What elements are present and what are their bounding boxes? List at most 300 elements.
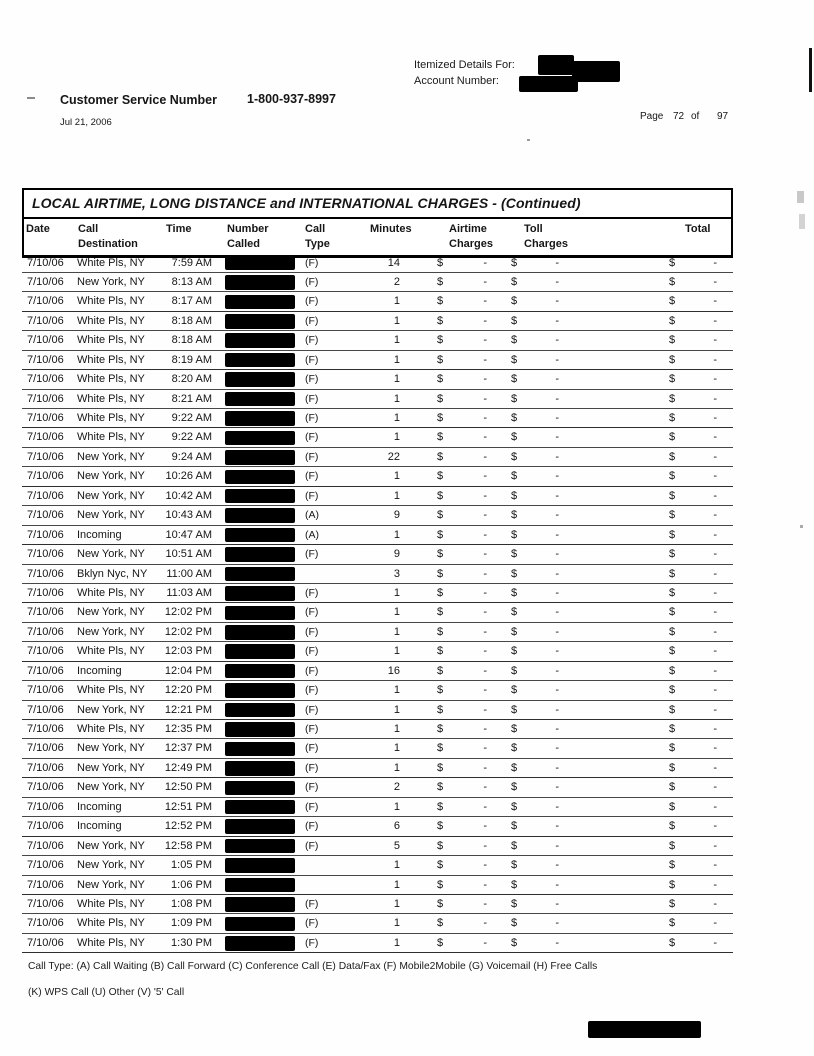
cell-total [669, 584, 717, 603]
scan-artifact-dash [797, 191, 804, 203]
cell-airtime-charges [437, 701, 487, 720]
cell-airtime-charges [437, 720, 487, 739]
cell-call-destination: New York, NY [77, 509, 145, 522]
itemized-details-label: Itemized Details For: [414, 59, 515, 71]
cell-call-destination: White Pls, NY [77, 353, 145, 366]
toll-amount: - [555, 567, 559, 580]
table-row [22, 623, 733, 642]
currency-symbol: $ [511, 256, 518, 269]
toll-amount: - [555, 859, 559, 872]
airtime-amount: - [483, 373, 487, 386]
cell-total [669, 526, 717, 545]
cell-minutes: 1 [393, 528, 400, 541]
cell-toll-charges [511, 428, 559, 447]
table-row [22, 487, 733, 506]
cell-total [669, 701, 717, 720]
cell-total [669, 487, 717, 506]
scan-artifact-tick [27, 97, 35, 99]
currency-symbol: $ [511, 839, 518, 852]
cell-airtime-charges [437, 254, 487, 273]
airtime-amount: - [483, 839, 487, 852]
cell-toll-charges [511, 448, 559, 467]
cell-time: 12:02 PM [164, 606, 212, 619]
cell-call-type: (F) [305, 723, 319, 735]
table-row [22, 292, 733, 311]
currency-symbol: $ [437, 256, 444, 269]
total-amount: - [713, 742, 717, 755]
cell-total [669, 409, 717, 428]
cell-call-destination: White Pls, NY [77, 684, 145, 697]
total-amount: - [713, 489, 717, 502]
account-number-label: Account Number: [414, 75, 499, 87]
cell-call-type: (F) [305, 703, 319, 716]
airtime-amount: - [483, 314, 487, 327]
airtime-amount: - [483, 548, 487, 561]
cell-airtime-charges [437, 273, 487, 292]
cell-time: 1:30 PM [171, 936, 212, 949]
currency-symbol: $ [437, 723, 444, 735]
redaction-bar-bottom [588, 1021, 701, 1038]
cell-date: 7/10/06 [27, 314, 64, 327]
table-row [22, 876, 733, 895]
cell-toll-charges [511, 331, 559, 350]
toll-amount: - [555, 470, 559, 483]
cell-call-type: (F) [305, 917, 319, 930]
currency-symbol: $ [669, 256, 676, 269]
toll-amount: - [555, 392, 559, 405]
cell-call-destination: White Pls, NY [77, 936, 145, 949]
table-row [22, 545, 733, 564]
airtime-amount: - [483, 684, 487, 697]
total-amount: - [713, 450, 717, 463]
redaction-bar-number-called [225, 256, 295, 271]
airtime-amount: - [483, 878, 487, 891]
currency-symbol: $ [669, 373, 676, 386]
cell-date: 7/10/06 [27, 295, 64, 308]
redaction-bar-number-called [225, 917, 295, 932]
toll-amount: - [555, 548, 559, 561]
redaction-bar-number-called [225, 431, 295, 446]
cell-time: 12:02 PM [164, 625, 212, 638]
currency-symbol: $ [669, 275, 676, 288]
redaction-bar-account [519, 76, 578, 92]
cell-call-destination: New York, NY [77, 275, 145, 288]
cell-call-destination: White Pls, NY [77, 431, 145, 444]
currency-symbol: $ [669, 567, 676, 580]
redaction-bar-number-called [225, 547, 295, 562]
cell-airtime-charges [437, 603, 487, 622]
redaction-bar-number-called [225, 897, 295, 912]
toll-amount: - [555, 606, 559, 619]
cell-call-destination: New York, NY [77, 606, 145, 619]
col-header-number-called: Number Called [227, 223, 269, 250]
cell-call-destination: White Pls, NY [77, 412, 145, 424]
toll-amount: - [555, 897, 559, 910]
cell-airtime-charges [437, 409, 487, 428]
toll-amount: - [555, 703, 559, 716]
cell-call-type: (F) [305, 392, 319, 405]
cell-toll-charges [511, 370, 559, 389]
currency-symbol: $ [437, 839, 444, 852]
currency-symbol: $ [511, 470, 518, 483]
table-column-headers [24, 219, 731, 256]
statement-date: Jul 21, 2006 [60, 117, 112, 128]
col-header-date: Date [26, 223, 50, 235]
cell-minutes: 1 [393, 878, 400, 891]
cell-date: 7/10/06 [27, 878, 64, 891]
redaction-bar-number-called [225, 586, 295, 601]
total-amount: - [713, 781, 717, 794]
cell-call-destination: New York, NY [77, 742, 145, 755]
cell-toll-charges [511, 545, 559, 564]
table-row [22, 720, 733, 739]
cell-date: 7/10/06 [27, 684, 64, 697]
cell-date: 7/10/06 [27, 373, 64, 386]
cell-minutes: 9 [393, 548, 400, 561]
toll-amount: - [555, 917, 559, 930]
toll-amount: - [555, 256, 559, 269]
cell-total [669, 254, 717, 273]
redaction-bar-number-called [225, 819, 295, 834]
cell-minutes: 1 [393, 489, 400, 502]
table-row [22, 312, 733, 331]
cell-time: 12:49 PM [164, 761, 212, 774]
currency-symbol: $ [669, 606, 676, 619]
cell-airtime-charges [437, 739, 487, 758]
cell-call-type: (F) [305, 548, 319, 561]
table-row [22, 409, 733, 428]
total-amount: - [713, 859, 717, 872]
cell-call-type: (F) [305, 256, 319, 269]
cell-toll-charges [511, 642, 559, 661]
cell-date: 7/10/06 [27, 470, 64, 483]
cell-toll-charges [511, 876, 559, 895]
currency-symbol: $ [669, 450, 676, 463]
toll-amount: - [555, 412, 559, 424]
toll-amount: - [555, 295, 559, 308]
airtime-amount: - [483, 528, 487, 541]
redaction-bar-number-called [225, 722, 295, 737]
airtime-amount: - [483, 664, 487, 677]
cell-minutes: 5 [393, 839, 400, 852]
cell-minutes: 2 [393, 275, 400, 288]
cell-time: 12:50 PM [164, 781, 212, 794]
cell-time: 10:42 AM [165, 489, 212, 502]
redaction-bar-number-called [225, 314, 295, 329]
redaction-bar-number-called [225, 606, 295, 621]
cell-toll-charges [511, 662, 559, 681]
cell-call-destination: New York, NY [77, 878, 145, 891]
redaction-bar-number-called [225, 489, 295, 504]
currency-symbol: $ [437, 645, 444, 658]
cell-airtime-charges [437, 351, 487, 370]
cell-minutes: 1 [393, 470, 400, 483]
cell-call-type: (F) [305, 625, 319, 638]
currency-symbol: $ [437, 548, 444, 561]
total-amount: - [713, 353, 717, 366]
cell-airtime-charges [437, 914, 487, 933]
cell-total [669, 681, 717, 700]
cell-toll-charges [511, 720, 559, 739]
cell-time: 1:06 PM [171, 878, 212, 891]
cell-date: 7/10/06 [27, 645, 64, 658]
currency-symbol: $ [437, 684, 444, 697]
cell-date: 7/10/06 [27, 412, 64, 424]
cell-minutes: 1 [393, 606, 400, 619]
currency-symbol: $ [669, 878, 676, 891]
currency-symbol: $ [437, 295, 444, 308]
cell-minutes: 1 [393, 295, 400, 308]
currency-symbol: $ [669, 917, 676, 930]
scan-artifact-dash [799, 214, 805, 229]
total-amount: - [713, 334, 717, 347]
call-type-legend-line2: (K) WPS Call (U) Other (V) '5' Call [28, 987, 185, 998]
cell-time: 9:22 AM [171, 431, 212, 444]
cell-total [669, 739, 717, 758]
cell-toll-charges [511, 292, 559, 311]
airtime-amount: - [483, 820, 487, 833]
currency-symbol: $ [437, 820, 444, 833]
total-amount: - [713, 839, 717, 852]
cell-airtime-charges [437, 817, 487, 836]
currency-symbol: $ [511, 684, 518, 697]
currency-symbol: $ [511, 334, 518, 347]
cell-toll-charges [511, 837, 559, 856]
currency-symbol: $ [669, 820, 676, 833]
currency-symbol: $ [669, 353, 676, 366]
currency-symbol: $ [511, 412, 518, 424]
redaction-bar-number-called [225, 528, 295, 543]
cell-call-type: (F) [305, 431, 319, 444]
cell-minutes: 6 [393, 820, 400, 833]
cell-date: 7/10/06 [27, 859, 64, 872]
toll-amount: - [555, 645, 559, 658]
toll-amount: - [555, 275, 559, 288]
cell-toll-charges [511, 623, 559, 642]
cell-airtime-charges [437, 428, 487, 447]
currency-symbol: $ [437, 800, 444, 813]
table-row [22, 370, 733, 389]
currency-symbol: $ [511, 859, 518, 872]
total-amount: - [713, 412, 717, 424]
cell-date: 7/10/06 [27, 392, 64, 405]
currency-symbol: $ [511, 703, 518, 716]
cell-call-type: (F) [305, 606, 319, 619]
currency-symbol: $ [669, 703, 676, 716]
toll-amount: - [555, 664, 559, 677]
total-amount: - [713, 878, 717, 891]
toll-amount: - [555, 723, 559, 735]
cell-call-destination: White Pls, NY [77, 314, 145, 327]
toll-amount: - [555, 878, 559, 891]
currency-symbol: $ [437, 314, 444, 327]
cell-call-destination: White Pls, NY [77, 897, 145, 910]
currency-symbol: $ [669, 761, 676, 774]
cell-time: 10:26 AM [165, 470, 212, 483]
currency-symbol: $ [511, 664, 518, 677]
table-row [22, 254, 733, 273]
currency-symbol: $ [511, 936, 518, 949]
cell-time: 8:13 AM [171, 275, 212, 288]
redaction-bar-number-called [225, 411, 295, 426]
cell-call-type: (F) [305, 295, 319, 308]
currency-symbol: $ [669, 897, 676, 910]
currency-symbol: $ [437, 936, 444, 949]
cell-total [669, 914, 717, 933]
cell-time: 1:05 PM [171, 859, 212, 872]
cell-time: 12:20 PM [164, 684, 212, 697]
table-row [22, 681, 733, 700]
currency-symbol: $ [437, 664, 444, 677]
table-row [22, 914, 733, 933]
cell-airtime-charges [437, 623, 487, 642]
cell-airtime-charges [437, 856, 487, 875]
total-amount: - [713, 567, 717, 580]
call-type-legend-line1: Call Type: (A) Call Waiting (B) Call Forward (C) Conference Call (E) Data/Fax (F) Mobile2Mobile (G) Voicemail (H) Free Calls [28, 961, 598, 972]
cell-call-type: (F) [305, 820, 319, 833]
cell-airtime-charges [437, 759, 487, 778]
currency-symbol: $ [669, 645, 676, 658]
toll-amount: - [555, 450, 559, 463]
table-row [22, 798, 733, 817]
cell-date: 7/10/06 [27, 275, 64, 288]
currency-symbol: $ [437, 489, 444, 502]
total-amount: - [713, 645, 717, 658]
cell-minutes: 1 [393, 392, 400, 405]
table-title: LOCAL AIRTIME, LONG DISTANCE and INTERNATIONAL CHARGES - (Continued) [32, 195, 581, 211]
redaction-bar-number-called [225, 936, 295, 951]
cell-minutes: 1 [393, 723, 400, 735]
cell-call-destination: White Pls, NY [77, 917, 145, 930]
cell-date: 7/10/06 [27, 509, 64, 522]
cell-minutes: 1 [393, 800, 400, 813]
cell-total [669, 934, 717, 953]
cell-airtime-charges [437, 681, 487, 700]
col-header-minutes: Minutes [370, 223, 412, 235]
table-row [22, 331, 733, 350]
cell-minutes: 1 [393, 353, 400, 366]
cell-minutes: 16 [387, 664, 400, 677]
redaction-bar-itemized-1 [538, 55, 574, 75]
cell-date: 7/10/06 [27, 567, 64, 580]
redaction-bar-number-called [225, 567, 295, 582]
redaction-bar-number-called [225, 333, 295, 348]
airtime-amount: - [483, 723, 487, 735]
currency-symbol: $ [437, 897, 444, 910]
cell-toll-charges [511, 351, 559, 370]
charges-table-header-box [22, 188, 733, 258]
cell-call-destination: Incoming [77, 800, 122, 813]
currency-symbol: $ [669, 664, 676, 677]
currency-symbol: $ [511, 373, 518, 386]
table-row [22, 837, 733, 856]
cell-airtime-charges [437, 448, 487, 467]
currency-symbol: $ [669, 684, 676, 697]
total-amount: - [713, 548, 717, 561]
cell-total [669, 720, 717, 739]
cell-call-type: (F) [305, 664, 319, 677]
cell-toll-charges [511, 390, 559, 409]
total-amount: - [713, 431, 717, 444]
cell-minutes: 1 [393, 761, 400, 774]
cell-toll-charges [511, 798, 559, 817]
cell-time: 8:18 AM [171, 314, 212, 327]
cell-time: 10:43 AM [165, 509, 212, 522]
cell-toll-charges [511, 914, 559, 933]
cell-call-type: (F) [305, 684, 319, 697]
cell-total [669, 837, 717, 856]
redaction-bar-number-called [225, 372, 295, 387]
cell-call-type: (F) [305, 353, 319, 366]
cell-call-destination: New York, NY [77, 625, 145, 638]
currency-symbol: $ [511, 917, 518, 930]
cell-call-destination: White Pls, NY [77, 723, 145, 735]
toll-amount: - [555, 781, 559, 794]
currency-symbol: $ [669, 859, 676, 872]
toll-amount: - [555, 839, 559, 852]
cell-date: 7/10/06 [27, 742, 64, 755]
cell-call-type: (F) [305, 781, 319, 794]
redaction-bar-number-called [225, 839, 295, 854]
airtime-amount: - [483, 645, 487, 658]
cell-date: 7/10/06 [27, 450, 64, 463]
toll-amount: - [555, 742, 559, 755]
toll-amount: - [555, 528, 559, 541]
cell-toll-charges [511, 701, 559, 720]
currency-symbol: $ [437, 761, 444, 774]
cell-call-destination: New York, NY [77, 859, 145, 872]
table-row [22, 817, 733, 836]
cell-airtime-charges [437, 487, 487, 506]
cell-call-type: (F) [305, 489, 319, 502]
cell-time: 12:37 PM [164, 742, 212, 755]
table-row [22, 934, 733, 953]
cell-time: 8:21 AM [171, 392, 212, 405]
cell-call-destination: Incoming [77, 664, 122, 677]
redaction-bar-number-called [225, 508, 295, 523]
cell-date: 7/10/06 [27, 586, 64, 599]
cell-call-destination: White Pls, NY [77, 586, 145, 599]
cell-date: 7/10/06 [27, 528, 64, 541]
airtime-amount: - [483, 431, 487, 444]
cell-total [669, 292, 717, 311]
cell-call-destination: White Pls, NY [77, 334, 145, 347]
cell-minutes: 1 [393, 645, 400, 658]
currency-symbol: $ [437, 878, 444, 891]
currency-symbol: $ [511, 897, 518, 910]
cell-date: 7/10/06 [27, 781, 64, 794]
airtime-amount: - [483, 275, 487, 288]
cell-call-type: (F) [305, 470, 319, 483]
currency-symbol: $ [437, 373, 444, 386]
table-row [22, 273, 733, 292]
cell-toll-charges [511, 506, 559, 525]
cell-time: 12:58 PM [164, 839, 212, 852]
cell-total [669, 428, 717, 447]
table-row [22, 778, 733, 797]
cell-total [669, 856, 717, 875]
cell-minutes: 1 [393, 625, 400, 638]
scan-artifact-dot [527, 139, 530, 141]
currency-symbol: $ [511, 625, 518, 638]
cell-minutes: 1 [393, 917, 400, 930]
airtime-amount: - [483, 586, 487, 599]
cell-toll-charges [511, 856, 559, 875]
currency-symbol: $ [669, 392, 676, 405]
cell-total [669, 759, 717, 778]
cell-date: 7/10/06 [27, 936, 64, 949]
total-amount: - [713, 800, 717, 813]
